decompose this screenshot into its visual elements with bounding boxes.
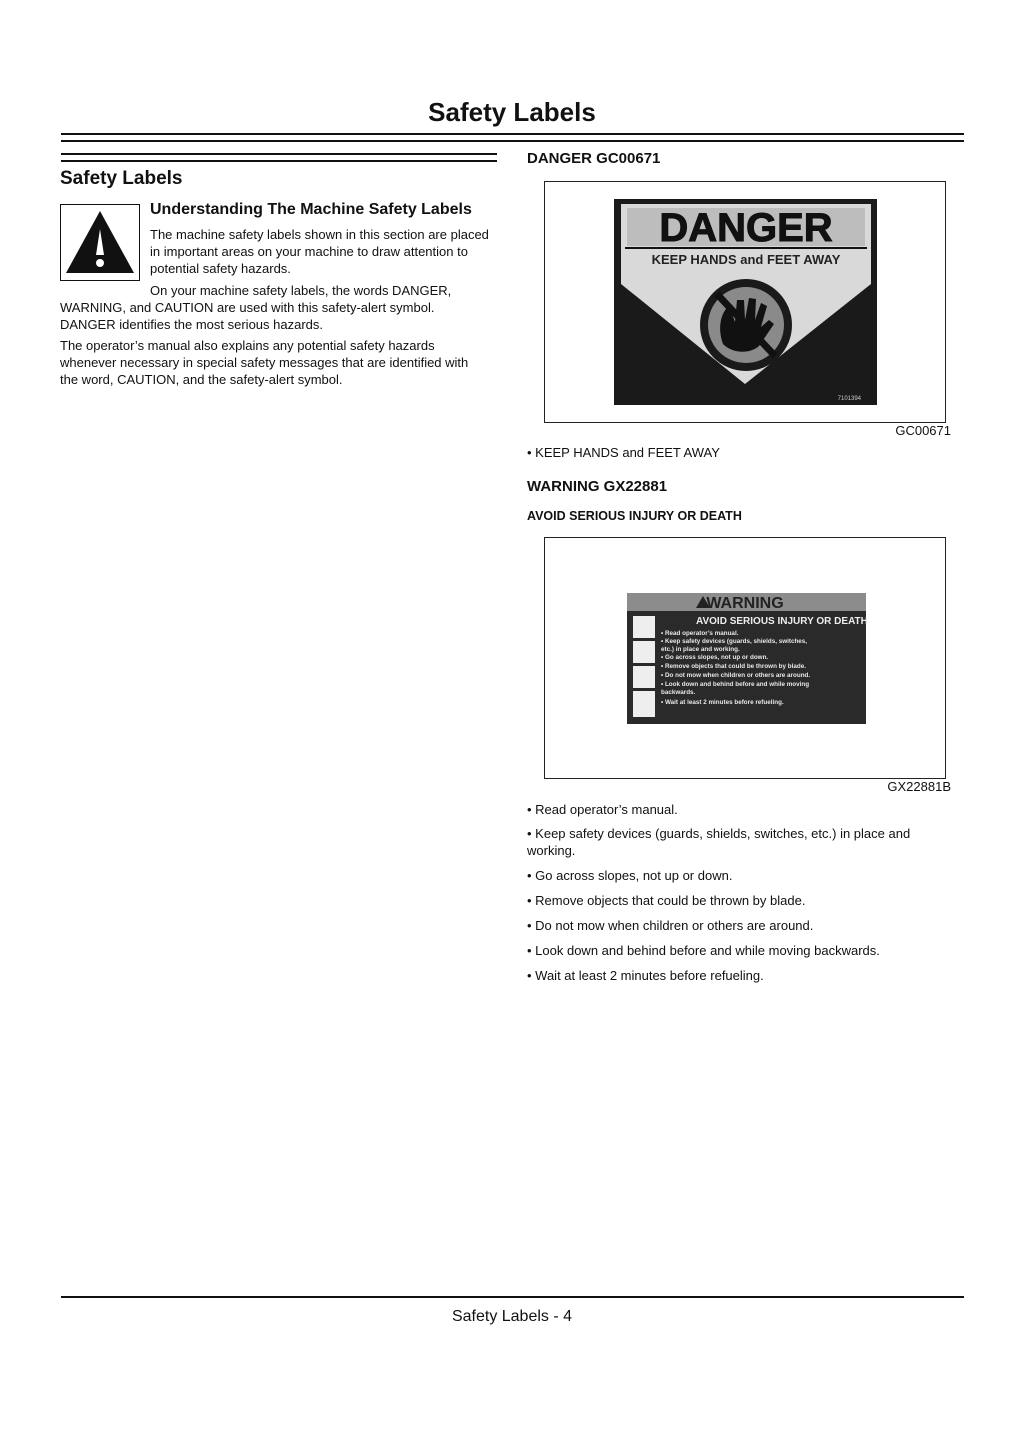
danger-label-image (545, 182, 945, 422)
warning-label-line: • Read operator’s manual. (661, 630, 739, 637)
paragraph-1: The machine safety labels shown in this section are placed in important areas on your machine to draw attention to potential safety hazards. (150, 227, 489, 276)
warning-figure-code: GX22881B (887, 779, 951, 794)
warning-label-line: • Go across slopes, not up or down. (661, 654, 769, 661)
left-column-rule (61, 153, 497, 162)
warning-bullet: • Read operator’s manual. (527, 802, 678, 817)
danger-bullet: • KEEP HANDS and FEET AWAY (527, 445, 720, 460)
footer-rule (61, 1296, 964, 1298)
danger-label-sub: KEEP HANDS and FEET AWAY (651, 252, 841, 267)
warning-label-line: • Wait at least 2 minutes before refueling. (661, 699, 784, 706)
footer-page-label: Safety Labels - 4 (451, 1308, 573, 1325)
header-double-rule (61, 133, 964, 142)
danger-label-part: 7101394 (837, 396, 861, 402)
subsection-title: Understanding The Machine Safety Labels (150, 201, 472, 218)
danger-heading: DANGER GC00671 (527, 150, 661, 167)
warning-heading: WARNING GX22881 (527, 478, 668, 495)
warning-bullet: • Remove objects that could be thrown by blade. (527, 893, 806, 908)
danger-figure-code: GC00671 (895, 423, 951, 438)
warning-bullet: • Go across slopes, not up or down. (527, 868, 733, 883)
paragraph-2-line1: On your machine safety labels, the words DANGER, (150, 283, 452, 298)
page-title: Safety Labels (428, 97, 596, 127)
safety-alert-box (60, 204, 140, 281)
warning-label-word: WARNING (706, 595, 784, 612)
warning-bullet: • Wait at least 2 minutes before refueling. (527, 968, 764, 983)
danger-figure-frame (544, 181, 946, 423)
warning-label-line: • Remove objects that could be thrown by blade. (661, 663, 806, 670)
safety-alert-triangle-icon (61, 205, 139, 280)
warning-subheading: AVOID SERIOUS INJURY OR DEATH (527, 509, 742, 523)
warning-label-line: • Do not mow when children or others are around. (661, 672, 811, 679)
paragraph-2-rest: WARNING, and CAUTION are used with this safety-alert symbol. DANGER identifies the most serious hazards. (60, 300, 435, 332)
warning-label-line: • Look down and behind before and while moving (661, 681, 810, 688)
warning-label-line: etc.) in place and working. (661, 646, 740, 653)
warning-label-line: backwards. (661, 689, 696, 696)
warning-bullet: • Look down and behind before and while moving backwards. (527, 943, 880, 958)
warning-label-image (545, 538, 945, 778)
paragraph-3: The operator’s manual also explains any potential safety hazards whenever necessary in special safety messages that are identified with the word, CAUTION, and the safety-alert symbol. (60, 338, 469, 387)
danger-label-word: DANGER (659, 206, 833, 250)
warning-label-sub: AVOID SERIOUS INJURY OR DEATH (696, 616, 868, 627)
section-title: Safety Labels (60, 168, 183, 189)
warning-bullet: • Keep safety devices (guards, shields, switches, etc.) in place and working. (527, 826, 911, 858)
warning-bullet: • Do not mow when children or others are around. (527, 918, 814, 933)
warning-label-line: • Keep safety devices (guards, shields, switches, (661, 638, 808, 645)
warning-figure-frame (544, 537, 946, 779)
